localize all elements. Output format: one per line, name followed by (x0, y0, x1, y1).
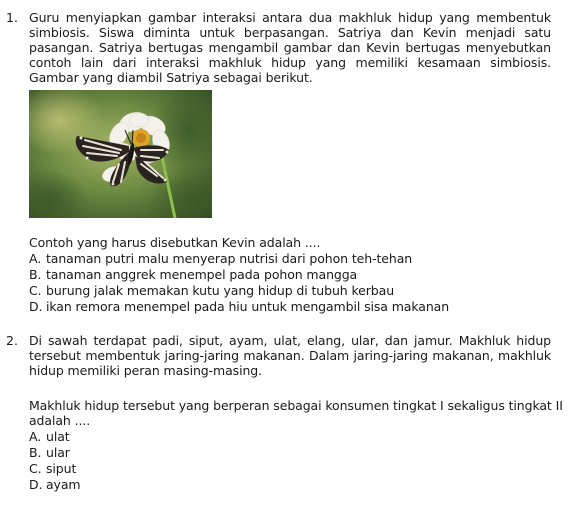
question-1-option-b[interactable] (29, 267, 357, 282)
butterfly-photo-icon (29, 90, 212, 218)
question-2-prompt-line-1: Makhluk hidup tersebut yang berperan sebagai konsumen tingkat I sekaligus tingkat II (29, 398, 563, 413)
question-1-stem: Guru menyiapkan gambar interaksi antara dua makhluk hidup yang membentuk simbiosis. Siswa diminta untuk berpasangan. Satriya dan Kevin menjadi satu pasangan. Satriya bertugas mengambil gambar dan Kevin bertugas menyebutkan contoh lain dari interaksi makhluk hidup yang memiliki kesamaan simbiosis. Gambar yang diambil Satriya sebagai berikut. (29, 10, 551, 85)
question-2-option-d[interactable] (29, 477, 81, 492)
option-text: ikan remora menempel pada hiu untuk mengambil sisa makanan (46, 299, 450, 314)
question-1-option-d[interactable] (29, 299, 449, 314)
option-letter: C. (29, 461, 42, 476)
question-2-option-a[interactable] (29, 429, 70, 444)
option-text: ulat (46, 429, 70, 444)
option-text: ayam (46, 477, 81, 492)
question-2-prompt-line-2: adalah .... (29, 413, 91, 428)
option-letter: B. (29, 267, 42, 282)
option-text: ular (46, 445, 70, 460)
option-letter: B. (29, 445, 42, 460)
option-text: tanaman putri malu menyerap nutrisi dari pohon teh-tehan (46, 251, 413, 266)
question-1-option-c[interactable] (29, 283, 394, 298)
question-1-option-a[interactable] (29, 251, 412, 266)
question-1-number: 1. (6, 10, 18, 25)
question-2-number: 2. (6, 333, 18, 348)
option-letter: A. (29, 251, 42, 266)
option-text: siput (46, 461, 77, 476)
option-letter: A. (29, 429, 42, 444)
question-1-prompt: Contoh yang harus disebutkan Kevin adalah .... (29, 235, 321, 250)
option-text: burung jalak memakan kutu yang hidup di tubuh kerbau (46, 283, 395, 298)
question-2-option-b[interactable] (29, 445, 70, 460)
butterfly-on-flower-photo (29, 90, 212, 218)
option-text: tanaman anggrek menempel pada pohon mangga (46, 267, 358, 282)
question-2-option-c[interactable] (29, 461, 76, 476)
question-2-stem: Di sawah terdapat padi, siput, ayam, ulat, elang, ular, dan jamur. Makhluk hidup tersebut membentuk jaring-jaring makanan. Dalam jaring-jaring makanan, makhluk hidup memiliki peran masing-masing. (29, 333, 551, 378)
option-letter: D. (29, 477, 43, 492)
option-letter: C. (29, 283, 42, 298)
option-letter: D. (29, 299, 43, 314)
